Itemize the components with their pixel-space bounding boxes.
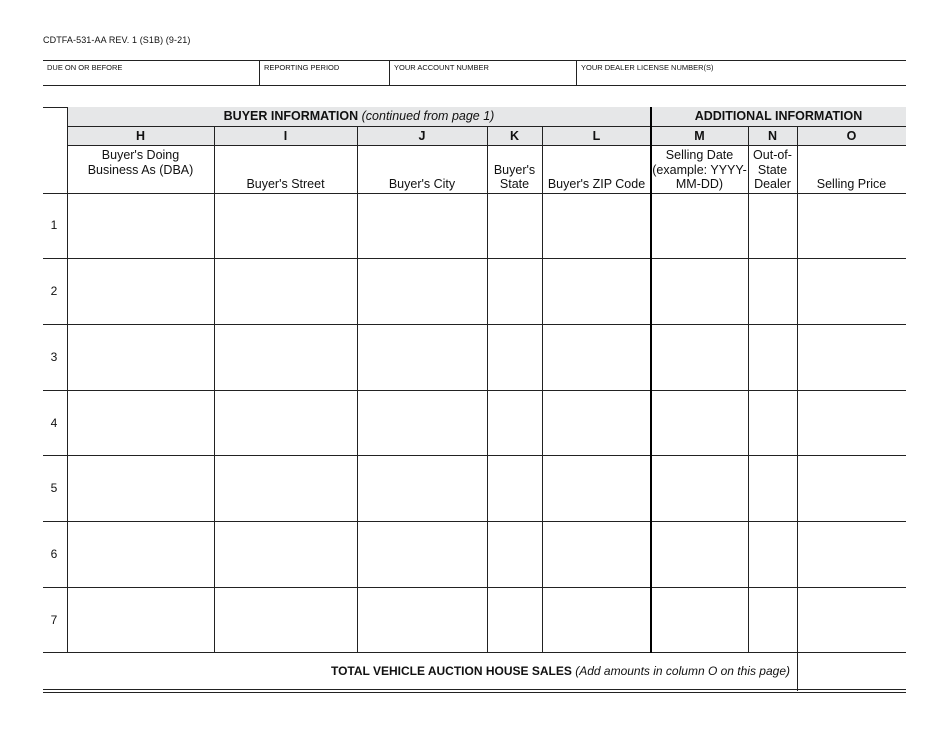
column-letter-l: L xyxy=(592,129,601,143)
row-rule xyxy=(43,652,906,653)
column-letter-n: N xyxy=(767,129,778,143)
column-desc-j: Buyer's City xyxy=(388,177,456,191)
reporting-period-label: REPORTING PERIOD xyxy=(264,63,340,72)
column-desc-k: Buyer's State xyxy=(493,162,536,191)
column-desc-i: Buyer's Street xyxy=(246,177,325,191)
due-date-field[interactable] xyxy=(43,60,259,86)
section-divider xyxy=(650,107,652,653)
col-rule xyxy=(67,107,68,653)
buyer-note: (continued from page 1) xyxy=(361,109,495,123)
column-desc-n: Out-of- State Dealer xyxy=(753,148,792,191)
additional-section-title: ADDITIONAL INFORMATION xyxy=(694,109,863,123)
row-number: 6 xyxy=(50,547,58,561)
row-number: 5 xyxy=(50,481,58,495)
total-note: (Add amounts in column O on this page) xyxy=(575,664,790,678)
column-letter-o: O xyxy=(846,129,857,143)
due-date-label: DUE ON OR BEFORE xyxy=(47,63,123,72)
dealer-license-field[interactable] xyxy=(576,60,906,86)
column-desc-o: Selling Price xyxy=(816,177,887,191)
bottom-rule-2 xyxy=(43,692,906,693)
row-number: 1 xyxy=(50,218,58,232)
column-letter-h: H xyxy=(135,129,146,143)
header-rule-3 xyxy=(43,193,906,194)
account-number-field[interactable] xyxy=(389,60,576,86)
total-input[interactable] xyxy=(798,653,906,690)
column-letter-j: J xyxy=(418,129,426,143)
col-rule xyxy=(797,126,798,691)
total-label xyxy=(331,664,790,678)
row-number: 4 xyxy=(50,416,58,430)
buyer-title: BUYER INFORMATION xyxy=(223,109,359,123)
form-id: CDTFA-531-AA REV. 1 (S1B) (9-21) xyxy=(43,35,191,45)
col-rule xyxy=(487,126,488,653)
row-number: 3 xyxy=(50,350,58,364)
dealer-license-label: YOUR DEALER LICENSE NUMBER(S) xyxy=(581,63,714,72)
total-title: TOTAL VEHICLE AUCTION HOUSE SALES xyxy=(330,664,572,678)
column-desc-l: Buyer's ZIP Code xyxy=(547,177,646,191)
row-rule xyxy=(43,587,906,588)
row-rule xyxy=(43,324,906,325)
row-number: 2 xyxy=(50,284,58,298)
col-rule xyxy=(214,126,215,653)
account-number-label: YOUR ACCOUNT NUMBER xyxy=(394,63,489,72)
row-rule xyxy=(43,258,906,259)
column-desc-h: Buyer's Doing Business As (DBA) xyxy=(87,148,194,177)
column-letter-k: K xyxy=(509,129,520,143)
column-letter-m: M xyxy=(694,129,705,143)
row-rule xyxy=(43,390,906,391)
row-rule xyxy=(43,521,906,522)
row-number: 7 xyxy=(50,613,58,627)
reporting-period-field[interactable] xyxy=(259,60,389,86)
col-rule xyxy=(542,126,543,653)
bottom-rule-1 xyxy=(43,689,906,690)
col-rule xyxy=(748,126,749,653)
row-rule xyxy=(43,455,906,456)
col-rule xyxy=(357,126,358,653)
buyer-section-title xyxy=(67,109,651,124)
column-desc-m: Selling Date (example: YYYY- MM-DD) xyxy=(652,148,747,191)
column-letter-i: I xyxy=(283,129,288,143)
